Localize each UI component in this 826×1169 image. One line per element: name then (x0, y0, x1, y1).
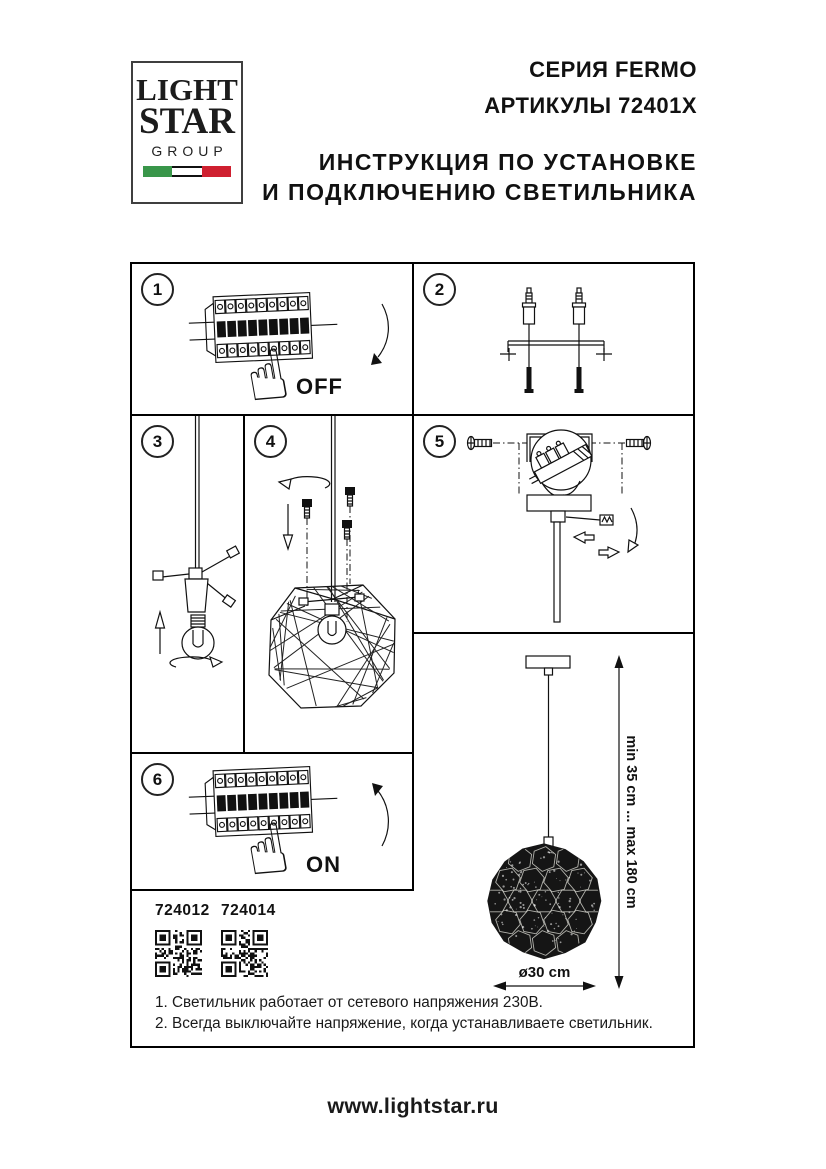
instruction-title-line1: ИНСТРУКЦИЯ ПО УСТАНОВКЕ (318, 149, 697, 175)
product-code-label: 724014 (221, 902, 276, 919)
articles-title: АРТИКУЛЫ 72401X (484, 93, 697, 118)
breaker-off-drawing (132, 264, 412, 414)
logo-word-group: GROUP (151, 143, 228, 159)
logo-word-light: LIGHT (136, 72, 238, 107)
step-1-number: 1 (141, 273, 174, 306)
diameter-label: ø30 cm (518, 964, 571, 981)
lightstar-logo (131, 61, 243, 204)
step-2-panel (414, 264, 693, 416)
website-url: www.lightstar.ru (327, 1094, 499, 1118)
note-line-2: 2. Всегда выключайте напряжение, когда устанавливаете светильник. (155, 1014, 653, 1032)
wire-shade (269, 584, 395, 708)
italian-flag-stripe (143, 166, 231, 177)
height-dimension (615, 655, 640, 989)
faceted-sphere-shade (484, 843, 605, 959)
note-line-1: 1. Светильник работает от сетевого напряжения 230В. (155, 994, 543, 1011)
step-5-number: 5 (423, 425, 456, 458)
product-codes-section (155, 902, 276, 977)
product-724012 (155, 902, 210, 977)
step-6-panel (132, 754, 414, 891)
qr-code (155, 930, 202, 977)
step-3-number: 3 (141, 425, 174, 458)
set-screw-detail (566, 508, 638, 558)
flag-red-segment (202, 166, 231, 177)
off-label: OFF (296, 374, 343, 399)
series-title: СЕРИЯ FERMO (529, 57, 697, 82)
height-range-label: min 35 cm ... max 180 cm (623, 735, 639, 909)
step-3-panel (132, 416, 245, 754)
assembled-lamp-drawing (414, 634, 693, 1046)
instruction-diagram-grid (130, 262, 695, 1048)
lamp-dimensions-panel (414, 634, 693, 1046)
mounting-bar (500, 341, 612, 361)
step-5-panel (414, 416, 693, 634)
instruction-title (262, 147, 697, 207)
step-1-panel (132, 264, 414, 416)
shade-install-drawing (245, 416, 412, 752)
light-bulb (182, 615, 214, 659)
header-block (262, 57, 697, 207)
diameter-dimension (493, 964, 596, 991)
canopy-screw-right (592, 437, 651, 496)
logo-word-star: STAR (139, 101, 235, 142)
on-label: ON (306, 852, 341, 877)
step-2-number: 2 (423, 273, 456, 306)
product-724014 (221, 902, 276, 977)
bulb-install-drawing (132, 416, 243, 752)
flag-green-segment (143, 166, 172, 177)
breaker-on-drawing (132, 754, 412, 889)
step-4-number: 4 (254, 425, 287, 458)
safety-notes (155, 993, 695, 1034)
product-code-label: 724012 (155, 902, 210, 919)
qr-code (221, 930, 268, 977)
flag-white-segment (172, 166, 201, 177)
canopy-wiring-drawing (414, 416, 693, 632)
terminal-magnifier (520, 430, 592, 496)
instruction-title-line2: И ПОДКЛЮЧЕНИЮ СВЕТИЛЬНИКА (262, 179, 697, 205)
step-6-number: 6 (141, 763, 174, 796)
canopy-screw-left (468, 437, 528, 496)
step-4-panel (245, 416, 414, 754)
